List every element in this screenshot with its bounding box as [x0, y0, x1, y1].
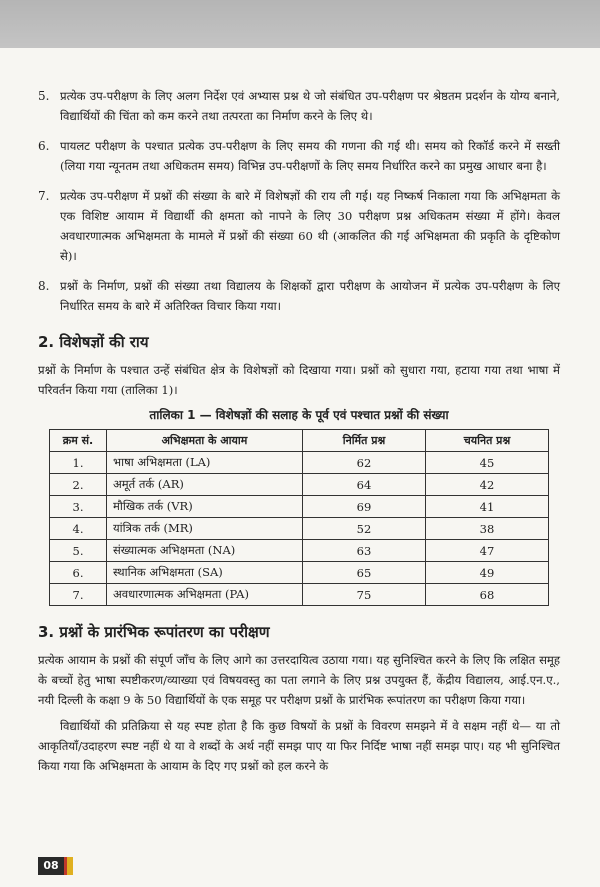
list-item-text: प्रत्येक उप-परीक्षण में प्रश्नों की संख्या के बारे में विशेषज्ञों की राय ली गई। यह निष्कर्ष निकाला गया कि अभिक्षमता के एक विशिष्ट आयाम में विद्यार्थी की क्षमता को नापने के लिए 30 परीक्षण प्रश्न अधिकतम संख्या में होंगे। केवल अवधारणात्मक अभिक्षमता के मामले में प्रश्नों की संख्या 60 थी (आकलित की गई अभिक्षमता की प्रकृति के दृष्टिकोण से)।: [60, 189, 560, 263]
list-item: [38, 186, 560, 266]
table-row: [50, 584, 549, 606]
cell-constructed: 63: [303, 540, 426, 562]
cell-serial: 6.: [50, 562, 107, 584]
list-item-number: 5.: [38, 89, 50, 103]
cell-constructed: 65: [303, 562, 426, 584]
table-row: [50, 562, 549, 584]
cell-serial: 4.: [50, 518, 107, 540]
cell-serial: 7.: [50, 584, 107, 606]
cell-selected: 42: [426, 474, 549, 496]
cell-dimension: यांत्रिक तर्क (MR): [107, 518, 303, 540]
table-row: [50, 540, 549, 562]
list-item-text: प्रश्नों के निर्माण, प्रश्नों की संख्या तथा विद्यालय के शिक्षकों द्वारा परीक्षण के आयोजन में प्रत्येक उप-परीक्षण के लिए निर्धारित समय के बारे में अतिरिक्त विचार किया गया।: [60, 279, 560, 313]
col-header-dimension: अभिक्षमता के आयाम: [107, 430, 303, 452]
cell-constructed: 52: [303, 518, 426, 540]
list-item-number: 6.: [38, 139, 50, 153]
cell-selected: 47: [426, 540, 549, 562]
section-paragraph: विद्यार्थियों की प्रतिक्रिया से यह स्पष्ट होता है कि कुछ विषयों के प्रश्नों के विवरण समझने में वे सक्षम नहीं थे— या तो आकृतियाँ/उदाहरण स्पष्ट नहीं थे या वे शब्दों के अर्थ नहीं समझ पाए या फिर निर्दिष्ट भाषा नहीं समझ पाए। यह भी सुनिश्चित किया गया कि अभिक्षमता के आयाम के दिए गए प्रश्नों को हल करने के: [38, 719, 560, 773]
section-heading-experts: 2. विशेषज्ञों की राय: [38, 333, 149, 351]
cell-selected: 45: [426, 452, 549, 474]
page-edge-stripe: [64, 857, 73, 875]
table-caption: तालिका 1 — विशेषज्ञों की सलाह के पूर्व एवं पश्चात प्रश्नों की संख्या: [149, 408, 449, 422]
cell-serial: 2.: [50, 474, 107, 496]
cell-serial: 3.: [50, 496, 107, 518]
table-row: [50, 452, 549, 474]
cell-dimension: भाषा अभिक्षमता (LA): [107, 452, 303, 474]
cell-constructed: 69: [303, 496, 426, 518]
cell-constructed: 64: [303, 474, 426, 496]
cell-dimension: अमूर्त तर्क (AR): [107, 474, 303, 496]
table-row: [50, 496, 549, 518]
section-paragraph: प्रत्येक आयाम के प्रश्नों की संपूर्ण जाँच के लिए आगे का उत्तरदायित्व उठाया गया। यह सुनिश्चित करने के लिए कि लक्षित समूह के बच्चों हेतु भाषा स्पष्टीकरण/व्याख्या एवं विषयवस्तु का पता लगाने के लिए प्रश्न उपयुक्त हैं, केंद्रीय विद्यालय, आई.एन.ए., नयी दिल्ली के कक्षा 9 के 50 विद्यार्थियों के एक समूह पर परीक्षण प्रश्नों के प्रारंभिक रूपांतरण का परीक्षण किया गया।: [38, 653, 560, 707]
list-item: [38, 86, 560, 126]
list-item: [38, 136, 560, 176]
cell-dimension: संख्यात्मक अभिक्षमता (NA): [107, 540, 303, 562]
cell-dimension: स्थानिक अभिक्षमता (SA): [107, 562, 303, 584]
section-heading-preliminary-testing: 3. प्रश्नों के प्रारंभिक रूपांतरण का परीक्षण: [38, 623, 270, 641]
page-number: 08: [38, 857, 64, 875]
col-header-serial: क्रम सं.: [50, 430, 107, 452]
cell-constructed: 62: [303, 452, 426, 474]
table-row: [50, 474, 549, 496]
section-paragraph: प्रश्नों के निर्माण के पश्चात उन्हें संबंधित क्षेत्र के विशेषज्ञों को दिखाया गया। प्रश्नों को सुधारा गया, हटाया गया तथा भाषा में परिवर्तन किया गया (तालिका 1)।: [38, 363, 560, 397]
cell-serial: 5.: [50, 540, 107, 562]
table-row: [50, 518, 549, 540]
list-item-text: प्रत्येक उप-परीक्षण के लिए अलग निर्देश एवं अभ्यास प्रश्न थे जो संबंधित उप-परीक्षण पर श्रेष्ठतम प्रदर्शन के योग्य बनाने, विद्यार्थियों की चिंता को कम करने तथा तत्परता का निर्माण करने के लिए थे।: [60, 89, 560, 123]
questions-table: [49, 429, 549, 606]
list-item-text: पायलट परीक्षण के पश्चात प्रत्येक उप-परीक्षण के लिए समय की गणना की गई थी। समय को रिकॉर्ड करने में सख्ती (लिया गया न्यूनतम तथा अधिकतम समय) विभिन्न उप-परीक्षणों के लिए समय निर्धारित करने का प्रमुख आधार बना है।: [60, 139, 560, 173]
cell-selected: 68: [426, 584, 549, 606]
cell-selected: 38: [426, 518, 549, 540]
page-content: [38, 86, 560, 782]
cell-constructed: 75: [303, 584, 426, 606]
cell-serial: 1.: [50, 452, 107, 474]
list-item: [38, 276, 560, 316]
scan-top-band: [0, 0, 600, 48]
list-item-number: 8.: [38, 279, 50, 293]
col-header-selected: चयनित प्रश्न: [426, 430, 549, 452]
list-item-number: 7.: [38, 189, 50, 203]
cell-dimension: मौखिक तर्क (VR): [107, 496, 303, 518]
cell-dimension: अवधारणात्मक अभिक्षमता (PA): [107, 584, 303, 606]
col-header-constructed: निर्मित प्रश्न: [303, 430, 426, 452]
cell-selected: 49: [426, 562, 549, 584]
table-header-row: [50, 430, 549, 452]
cell-selected: 41: [426, 496, 549, 518]
